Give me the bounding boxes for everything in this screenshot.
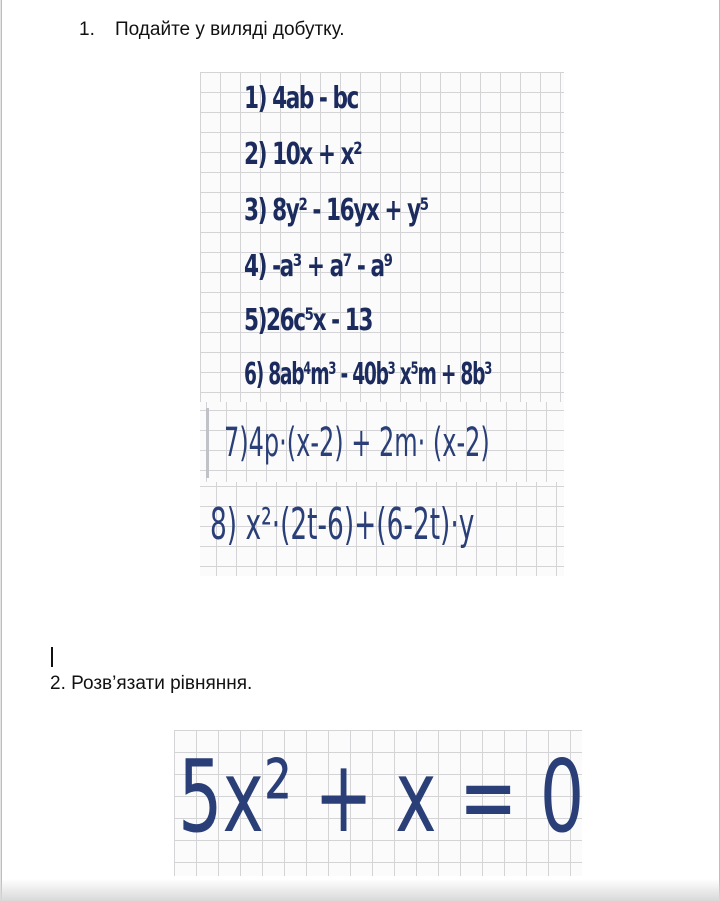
- image-edge: [206, 408, 209, 478]
- exercise-2: 2) 10x + x²: [244, 137, 362, 172]
- grid-paper-image-1: [200, 72, 564, 402]
- task-1-title: Подайте у виляді добутку.: [115, 19, 345, 40]
- exercise-5: 5)26c⁵x - 13: [244, 303, 372, 338]
- viewer-bottom-shadow: [0, 879, 720, 901]
- exercise-3: 3) 8y² - 16yx + y⁵: [244, 193, 428, 228]
- exercise-4: 4) -a³ + a⁷ - a⁹: [244, 249, 392, 284]
- exercise-6: 6) 8ab⁴m³ - 40b³ x⁵m + 8b³: [244, 357, 492, 392]
- task-1-number: 1.: [79, 19, 95, 40]
- exercise-7: 7)4p·(x-2) + 2m· (x-2): [224, 420, 490, 466]
- text-cursor: [51, 647, 53, 667]
- exercise-1: 1) 4ab - bc: [244, 81, 358, 116]
- task-2-heading: 2. Розв’язати рівняння.: [50, 673, 253, 694]
- exercise-8: 8) x²·(2t-6)+(6-2t)·y: [210, 499, 475, 550]
- document-page: [1, 0, 720, 901]
- task-1-heading: [79, 19, 345, 41]
- equation: 5x² + x = 0: [178, 738, 585, 855]
